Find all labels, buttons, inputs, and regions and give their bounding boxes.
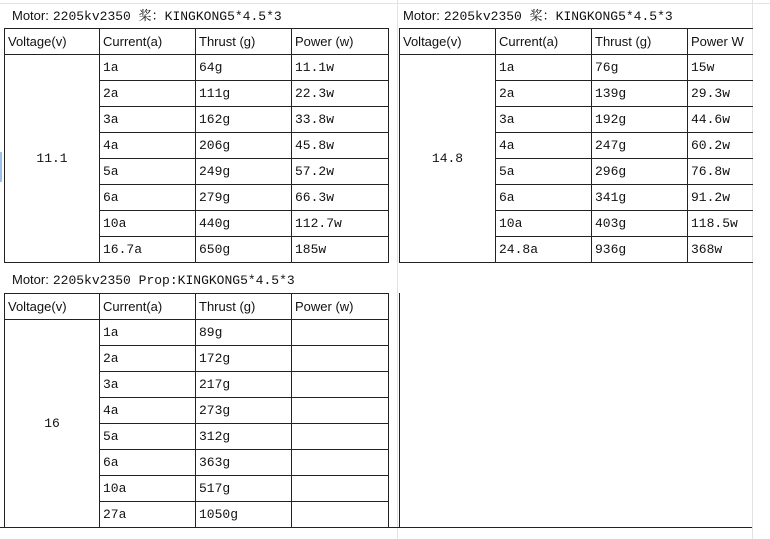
header-cell[interactable]: Power (w) [292, 29, 389, 55]
table-row [5, 55, 389, 81]
current-cell[interactable]: 6a [496, 185, 592, 211]
current-cell[interactable]: 3a [100, 107, 196, 133]
voltage-cell[interactable]: 11.1 [5, 55, 100, 263]
table-14v [399, 28, 753, 263]
thrust-cell[interactable]: 249g [196, 159, 292, 185]
power-cell[interactable] [292, 424, 389, 450]
thrust-cell[interactable]: 192g [592, 107, 688, 133]
thrust-cell[interactable]: 936g [592, 237, 688, 263]
empty-area-left-border [399, 293, 400, 527]
header-cell[interactable]: Voltage(v) [5, 29, 100, 55]
current-cell[interactable]: 24.8a [496, 237, 592, 263]
power-cell[interactable] [292, 450, 389, 476]
thrust-cell[interactable]: 363g [196, 450, 292, 476]
current-cell[interactable]: 10a [496, 211, 592, 237]
voltage-cell[interactable]: 14.8 [400, 55, 496, 263]
table-row [400, 55, 753, 81]
header-row [400, 29, 753, 55]
current-cell[interactable]: 1a [100, 320, 196, 346]
power-cell[interactable] [292, 346, 389, 372]
current-cell[interactable]: 2a [100, 81, 196, 107]
current-cell[interactable]: 5a [100, 159, 196, 185]
header-cell[interactable]: Current(a) [100, 29, 196, 55]
caption-value: 2205kv2350 桨：KINGKONG5*4.5*3 [52, 9, 282, 24]
thrust-cell[interactable]: 139g [592, 81, 688, 107]
thrust-cell[interactable]: 76g [592, 55, 688, 81]
header-cell[interactable]: Thrust (g) [196, 29, 292, 55]
table-row [5, 320, 389, 346]
thrust-cell[interactable]: 64g [196, 55, 292, 81]
current-cell[interactable]: 1a [100, 55, 196, 81]
power-cell[interactable] [292, 320, 389, 346]
thrust-cell[interactable]: 162g [196, 107, 292, 133]
table-2-caption [403, 3, 673, 29]
table-11v [4, 28, 389, 263]
power-cell[interactable]: 57.2w [292, 159, 389, 185]
current-cell[interactable]: 16.7a [100, 237, 196, 263]
table-1-caption [12, 3, 282, 29]
thrust-cell[interactable]: 312g [196, 424, 292, 450]
thrust-cell[interactable]: 296g [592, 159, 688, 185]
thrust-cell[interactable]: 341g [592, 185, 688, 211]
header-cell[interactable]: Current(a) [496, 29, 592, 55]
caption-value: 2205kv2350 桨：KINGKONG5*4.5*3 [443, 9, 673, 24]
thrust-cell[interactable]: 172g [196, 346, 292, 372]
thrust-cell[interactable]: 89g [196, 320, 292, 346]
power-cell[interactable] [292, 476, 389, 502]
table-3-caption [12, 267, 295, 293]
power-cell[interactable]: 91.2w [688, 185, 753, 211]
current-cell[interactable]: 4a [496, 133, 592, 159]
header-row [5, 294, 389, 320]
current-cell[interactable]: 6a [100, 450, 196, 476]
caption-label: Motor: [403, 8, 440, 23]
power-cell[interactable]: 76.8w [688, 159, 753, 185]
header-cell[interactable]: Voltage(v) [400, 29, 496, 55]
current-cell[interactable]: 2a [100, 346, 196, 372]
thrust-cell[interactable]: 1050g [196, 502, 292, 528]
thrust-cell[interactable]: 403g [592, 211, 688, 237]
thrust-cell[interactable]: 217g [196, 372, 292, 398]
caption-label: Motor: [12, 272, 49, 287]
current-cell[interactable]: 2a [496, 81, 592, 107]
current-cell[interactable]: 6a [100, 185, 196, 211]
power-cell[interactable]: 185w [292, 237, 389, 263]
header-cell[interactable]: Power (w) [292, 294, 389, 320]
power-cell[interactable] [292, 398, 389, 424]
thrust-cell[interactable]: 650g [196, 237, 292, 263]
header-row [5, 29, 389, 55]
current-cell[interactable]: 10a [100, 476, 196, 502]
power-cell[interactable]: 368w [688, 237, 753, 263]
header-cell[interactable]: Voltage(v) [5, 294, 100, 320]
header-cell[interactable]: Thrust (g) [592, 29, 688, 55]
thrust-cell[interactable]: 273g [196, 398, 292, 424]
voltage-cell[interactable]: 16 [5, 320, 100, 528]
current-cell[interactable]: 10a [100, 211, 196, 237]
thrust-cell[interactable]: 279g [196, 185, 292, 211]
power-cell[interactable]: 15w [688, 55, 753, 81]
caption-label: Motor: [12, 8, 49, 23]
current-cell[interactable]: 27a [100, 502, 196, 528]
current-cell[interactable]: 3a [100, 372, 196, 398]
thrust-cell[interactable]: 440g [196, 211, 292, 237]
caption-value: 2205kv2350 Prop:KINGKONG5*4.5*3 [52, 273, 295, 288]
current-cell[interactable]: 3a [496, 107, 592, 133]
power-cell[interactable]: 33.8w [292, 107, 389, 133]
thrust-cell[interactable]: 517g [196, 476, 292, 502]
header-cell[interactable]: Power W [688, 29, 753, 55]
current-cell[interactable]: 1a [496, 55, 592, 81]
table-16v [4, 293, 389, 528]
power-cell[interactable]: 29.3w [688, 81, 753, 107]
current-cell[interactable]: 5a [100, 424, 196, 450]
current-cell[interactable]: 5a [496, 159, 592, 185]
current-cell[interactable]: 4a [100, 133, 196, 159]
power-cell[interactable]: 66.3w [292, 185, 389, 211]
power-cell[interactable]: 60.2w [688, 133, 753, 159]
sheet-bottom-border [0, 527, 752, 528]
power-cell[interactable]: 112.7w [292, 211, 389, 237]
thrust-cell[interactable]: 111g [196, 81, 292, 107]
power-cell[interactable] [292, 502, 389, 528]
power-cell[interactable]: 22.3w [292, 81, 389, 107]
thrust-cell[interactable]: 206g [196, 133, 292, 159]
row-selection-marker [0, 152, 2, 182]
header-cell[interactable]: Thrust (g) [196, 294, 292, 320]
current-cell[interactable]: 4a [100, 398, 196, 424]
power-cell[interactable]: 118.5w [688, 211, 753, 237]
power-cell[interactable] [292, 372, 389, 398]
grid-line [397, 0, 398, 539]
power-cell[interactable]: 11.1w [292, 55, 389, 81]
power-cell[interactable]: 45.8w [292, 133, 389, 159]
header-cell[interactable]: Current(a) [100, 294, 196, 320]
thrust-cell[interactable]: 247g [592, 133, 688, 159]
power-cell[interactable]: 44.6w [688, 107, 753, 133]
